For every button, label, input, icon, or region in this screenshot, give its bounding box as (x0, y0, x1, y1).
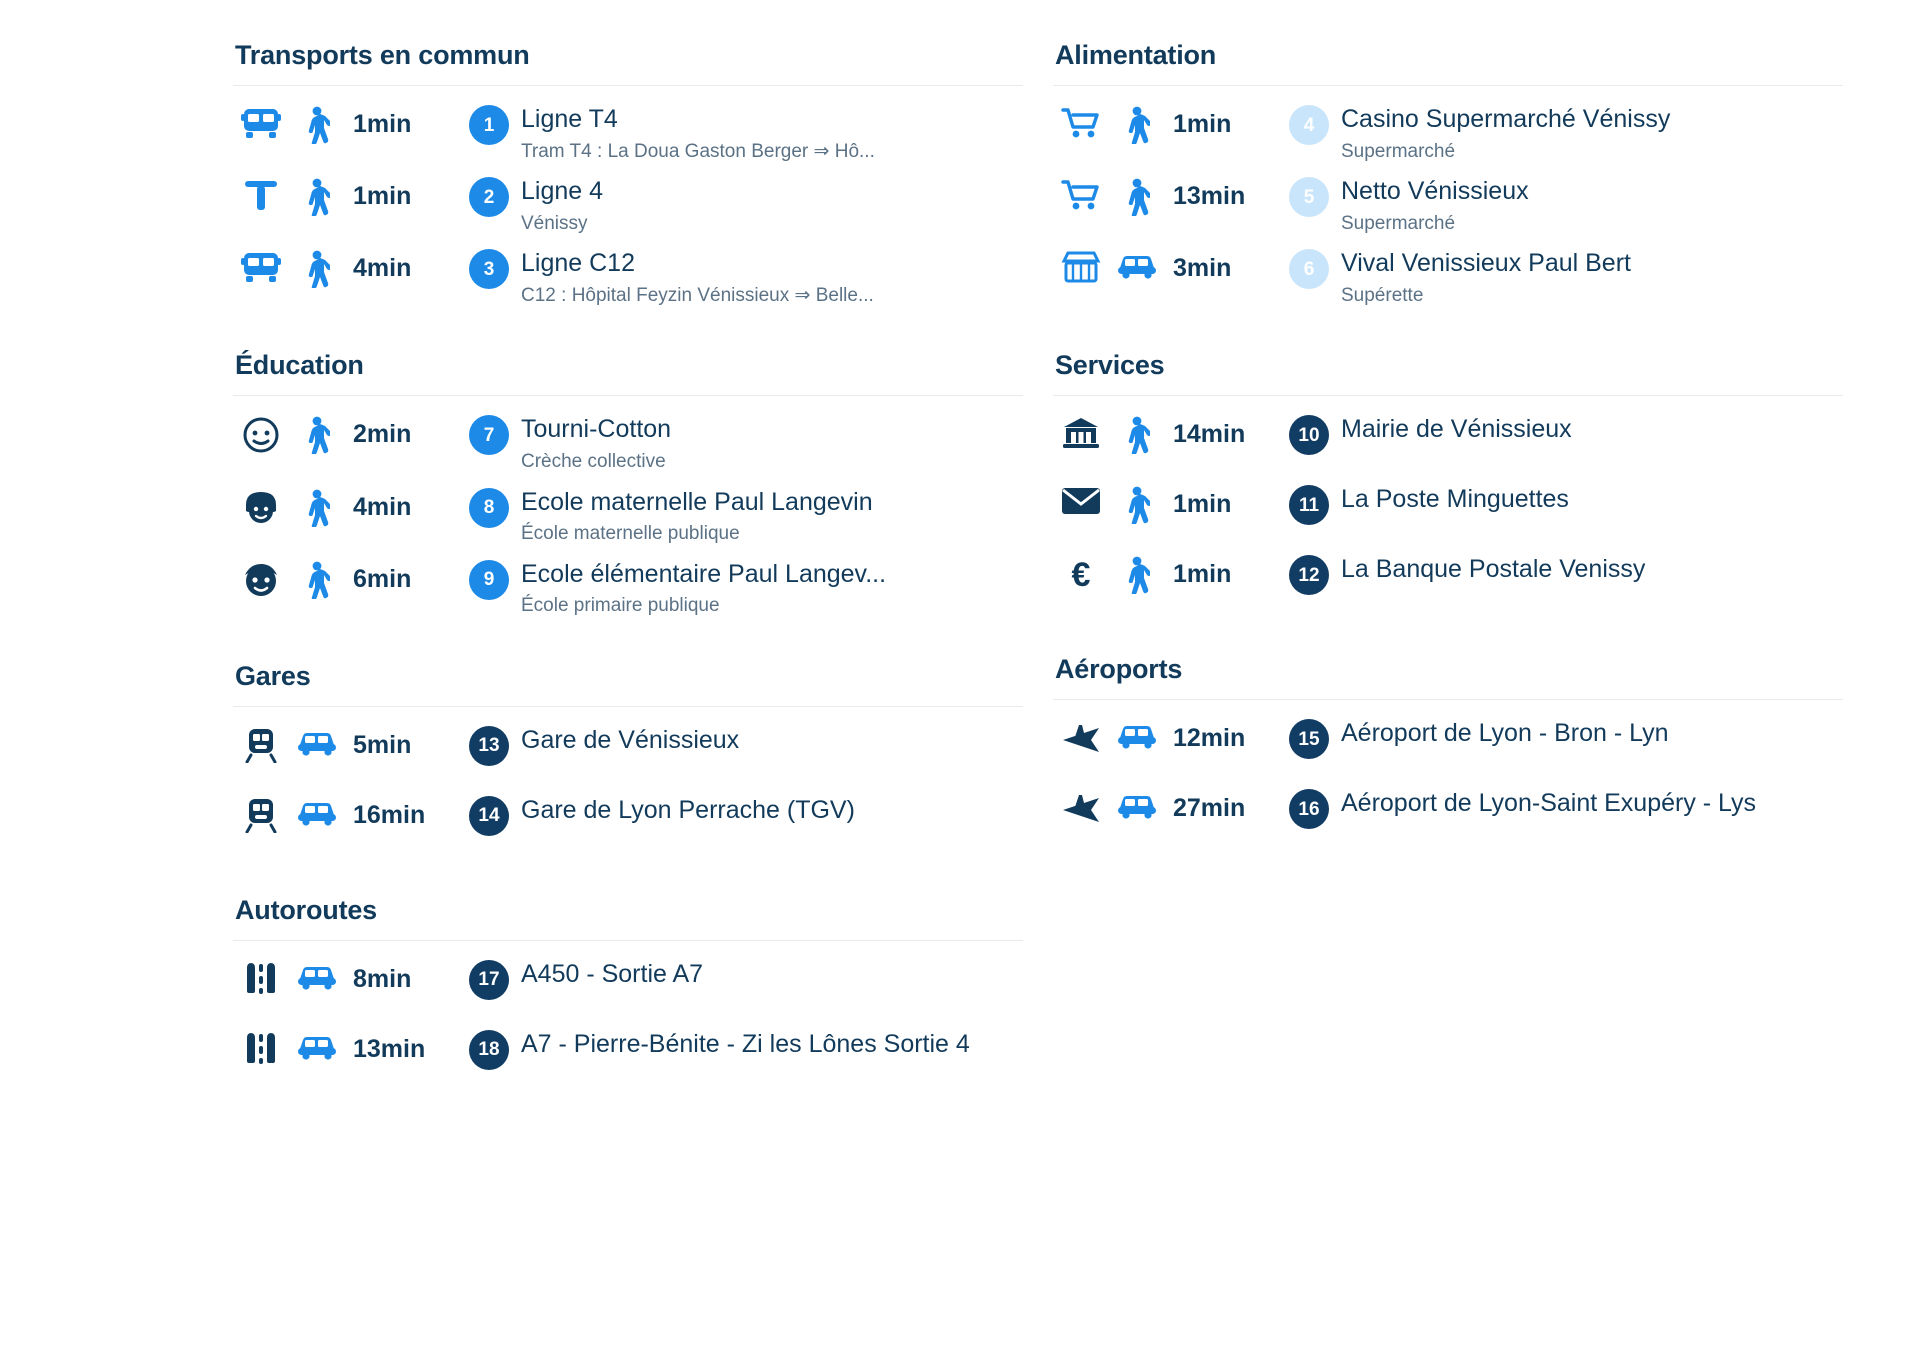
poi-name: Mairie de Vénissieux (1341, 415, 1572, 444)
badge-number: 5 (1289, 177, 1329, 217)
bus-icon (233, 102, 289, 140)
section-divider (233, 706, 1023, 707)
poi-row (1053, 780, 1843, 850)
badge-number: 18 (469, 1030, 509, 1070)
badge-number: 2 (469, 177, 509, 217)
poi-section (233, 40, 1023, 312)
poi-labels (1341, 412, 1843, 445)
badge-number: 13 (469, 726, 509, 766)
car-icon (289, 1027, 345, 1061)
travel-time: 3min (1173, 254, 1232, 283)
badge-number: 17 (469, 960, 509, 1000)
travel-time: 13min (1173, 182, 1246, 211)
travel-time: 13min (353, 1034, 426, 1063)
poi-labels (521, 793, 1023, 826)
train-icon (233, 793, 289, 833)
section-divider (233, 85, 1023, 86)
car-icon (1109, 246, 1165, 280)
highway-icon (233, 1027, 289, 1065)
travel-time: 4min (353, 254, 412, 283)
map-marker-badge[interactable] (457, 957, 521, 1000)
poi-row (1053, 476, 1843, 546)
walk-icon (1109, 102, 1165, 144)
poi-section (233, 895, 1023, 1091)
travel-time: 6min (353, 564, 412, 593)
map-marker-badge[interactable] (1277, 174, 1341, 217)
townhall-icon (1053, 412, 1109, 450)
walk-icon (289, 102, 345, 144)
section-spacer (233, 861, 1023, 895)
poi-row (233, 406, 1023, 478)
travel-time: 14min (1173, 420, 1246, 449)
poi-row (233, 551, 1023, 623)
poi-name: Ecole maternelle Paul Langevin (521, 487, 873, 516)
poi-labels (1341, 174, 1843, 236)
poi-labels (1341, 716, 1843, 749)
section-spacer (233, 627, 1023, 661)
badge-number: 1 (469, 105, 509, 145)
poi-row (233, 1021, 1023, 1091)
poi-name: Tourni-Cotton (521, 415, 672, 444)
map-marker-badge[interactable] (1277, 786, 1341, 829)
travel-time: 8min (353, 964, 412, 993)
badge-number: 7 (469, 415, 509, 455)
walk-icon (289, 412, 345, 454)
highway-icon (233, 957, 289, 995)
poi-subtitle: Tram T4 : La Doua Gaston Berger ⇒ Hô... (521, 140, 875, 162)
section-title: Gares (235, 660, 311, 691)
map-marker-badge[interactable] (1277, 246, 1341, 289)
section-divider (233, 395, 1023, 396)
train-icon (233, 723, 289, 763)
poi-labels (1341, 552, 1843, 585)
poi-labels (1341, 482, 1843, 515)
badge-number: 8 (469, 488, 509, 528)
svg-text:€: € (1071, 556, 1091, 593)
walk-icon (289, 557, 345, 599)
map-marker-badge[interactable] (457, 1027, 521, 1070)
poi-labels (521, 246, 1023, 308)
poi-row (233, 479, 1023, 551)
section-divider (1053, 395, 1843, 396)
section-title: Services (1055, 350, 1165, 381)
poi-row (233, 168, 1023, 240)
travel-time: 12min (1173, 724, 1246, 753)
walk-icon (289, 174, 345, 216)
poi-row (1053, 96, 1843, 168)
walk-icon (1109, 174, 1165, 216)
poi-column-left (233, 40, 1023, 1371)
bus-icon (233, 246, 289, 284)
poi-subtitle: Crèche collective (521, 450, 666, 472)
walk-icon (1109, 482, 1165, 524)
map-marker-badge[interactable] (457, 102, 521, 145)
section-spacer (233, 316, 1023, 350)
travel-time: 1min (1173, 490, 1232, 519)
poi-row (233, 96, 1023, 168)
poi-section (233, 661, 1023, 857)
poi-name: La Banque Postale Venissy (1341, 555, 1646, 584)
poi-labels (521, 957, 1023, 990)
map-marker-badge[interactable] (1277, 552, 1341, 595)
poi-labels (521, 557, 1023, 619)
walk-icon (1109, 412, 1165, 454)
badge-number: 16 (1289, 789, 1329, 829)
travel-time: 1min (1173, 110, 1232, 138)
poi-row (1053, 406, 1843, 476)
poi-labels (521, 485, 1023, 547)
poi-row (1053, 710, 1843, 780)
section-spacer (1053, 316, 1843, 350)
envelope-icon (1053, 482, 1109, 516)
poi-labels (521, 1027, 1023, 1060)
poi-name: Vival Venissieux Paul Bert (1341, 249, 1631, 278)
poi-row (233, 951, 1023, 1021)
tram-icon (233, 174, 289, 212)
poi-column-right (1053, 40, 1843, 1371)
map-marker-badge[interactable] (457, 557, 521, 600)
euro-icon (1053, 552, 1109, 592)
travel-time: 2min (353, 420, 412, 449)
section-divider (1053, 699, 1843, 700)
car-icon (289, 957, 345, 991)
poi-labels (521, 174, 1023, 236)
poi-subtitle: École primaire publique (521, 595, 720, 617)
map-marker-badge[interactable] (457, 412, 521, 455)
section-title: Alimentation (1055, 40, 1217, 70)
section-title: Autoroutes (235, 894, 377, 925)
car-icon (289, 723, 345, 757)
map-marker-badge[interactable] (457, 246, 521, 289)
map-marker-badge[interactable] (457, 174, 521, 217)
poi-row (233, 787, 1023, 857)
map-marker-badge[interactable] (1277, 102, 1341, 145)
poi-name: Ligne T4 (521, 105, 618, 133)
poi-subtitle: Supermarché (1341, 140, 1456, 162)
walk-icon (1109, 552, 1165, 594)
travel-time: 1min (1173, 560, 1232, 589)
map-marker-badge[interactable] (1277, 716, 1341, 759)
badge-number: 11 (1289, 485, 1329, 525)
poi-labels (521, 723, 1023, 756)
poi-labels (521, 412, 1023, 474)
section-divider (1053, 85, 1843, 86)
travel-time: 16min (353, 800, 426, 829)
baby-face-icon (233, 412, 289, 454)
poi-labels (1341, 246, 1843, 308)
poi-name: A450 - Sortie A7 (521, 959, 704, 988)
plane-icon (1053, 716, 1109, 754)
poi-row (1053, 168, 1843, 240)
plane-icon (1053, 786, 1109, 824)
badge-number: 4 (1289, 105, 1329, 145)
poi-row (1053, 240, 1843, 312)
car-icon (289, 793, 345, 827)
poi-row (1053, 546, 1843, 616)
poi-subtitle: Vénissy (521, 212, 588, 234)
poi-name: Gare de Lyon Perrache (TGV) (521, 795, 855, 824)
badge-number: 14 (469, 796, 509, 836)
boy-face-icon (233, 557, 289, 599)
map-marker-badge[interactable] (1277, 482, 1341, 525)
badge-number: 6 (1289, 249, 1329, 289)
walk-icon (289, 246, 345, 288)
travel-time: 5min (353, 730, 412, 759)
poi-name: Netto Vénissieux (1341, 177, 1529, 206)
travel-time: 1min (353, 110, 412, 138)
badge-number: 3 (469, 249, 509, 289)
badge-number: 12 (1289, 555, 1329, 595)
poi-name: La Poste Minguettes (1341, 485, 1569, 514)
poi-subtitle: Supérette (1341, 284, 1424, 306)
poi-row (233, 240, 1023, 312)
poi-name: Gare de Vénissieux (521, 725, 740, 754)
poi-labels (1341, 102, 1843, 164)
poi-name: Aéroport de Lyon-Saint Exupéry - Lys (1341, 789, 1757, 818)
section-divider (233, 940, 1023, 941)
map-marker-badge[interactable] (457, 485, 521, 528)
poi-name: A7 - Pierre-Bénite - Zi les Lônes Sortie 4 (521, 1029, 970, 1058)
section-spacer (1053, 620, 1843, 654)
poi-name: Aéroport de Lyon - Bron - Lyn (1341, 719, 1669, 748)
map-marker-badge[interactable] (457, 793, 521, 836)
girl-face-icon (233, 485, 289, 527)
poi-subtitle: École maternelle publique (521, 523, 740, 545)
travel-time: 1min (353, 182, 412, 211)
shopping-cart-icon (1053, 174, 1109, 212)
poi-labels (1341, 786, 1843, 819)
poi-name: Ecole élémentaire Paul Langev... (521, 559, 887, 588)
poi-subtitle: Supermarché (1341, 212, 1456, 234)
poi-row (233, 717, 1023, 787)
poi-section (1053, 654, 1843, 850)
section-title: Transports en commun (235, 40, 530, 70)
walk-icon (289, 485, 345, 527)
poi-section (233, 350, 1023, 622)
poi-subtitle: C12 : Hôpital Feyzin Vénissieux ⇒ Belle... (521, 284, 874, 306)
map-marker-badge[interactable] (457, 723, 521, 766)
poi-name: Ligne C12 (521, 249, 635, 278)
section-title: Éducation (235, 350, 364, 381)
map-marker-badge[interactable] (1277, 412, 1341, 455)
badge-number: 15 (1289, 719, 1329, 759)
travel-time: 27min (1173, 794, 1246, 823)
travel-time: 4min (353, 492, 412, 521)
poi-section (1053, 350, 1843, 616)
section-title: Aéroports (1055, 654, 1183, 685)
shopping-cart-icon (1053, 102, 1109, 140)
poi-name: Ligne 4 (521, 177, 604, 206)
badge-number: 10 (1289, 415, 1329, 455)
poi-name: Casino Supermarché Vénissy (1341, 105, 1671, 133)
store-icon (1053, 246, 1109, 284)
car-icon (1109, 716, 1165, 750)
car-icon (1109, 786, 1165, 820)
poi-section (1053, 40, 1843, 312)
poi-labels (521, 102, 1023, 164)
badge-number: 9 (469, 560, 509, 600)
